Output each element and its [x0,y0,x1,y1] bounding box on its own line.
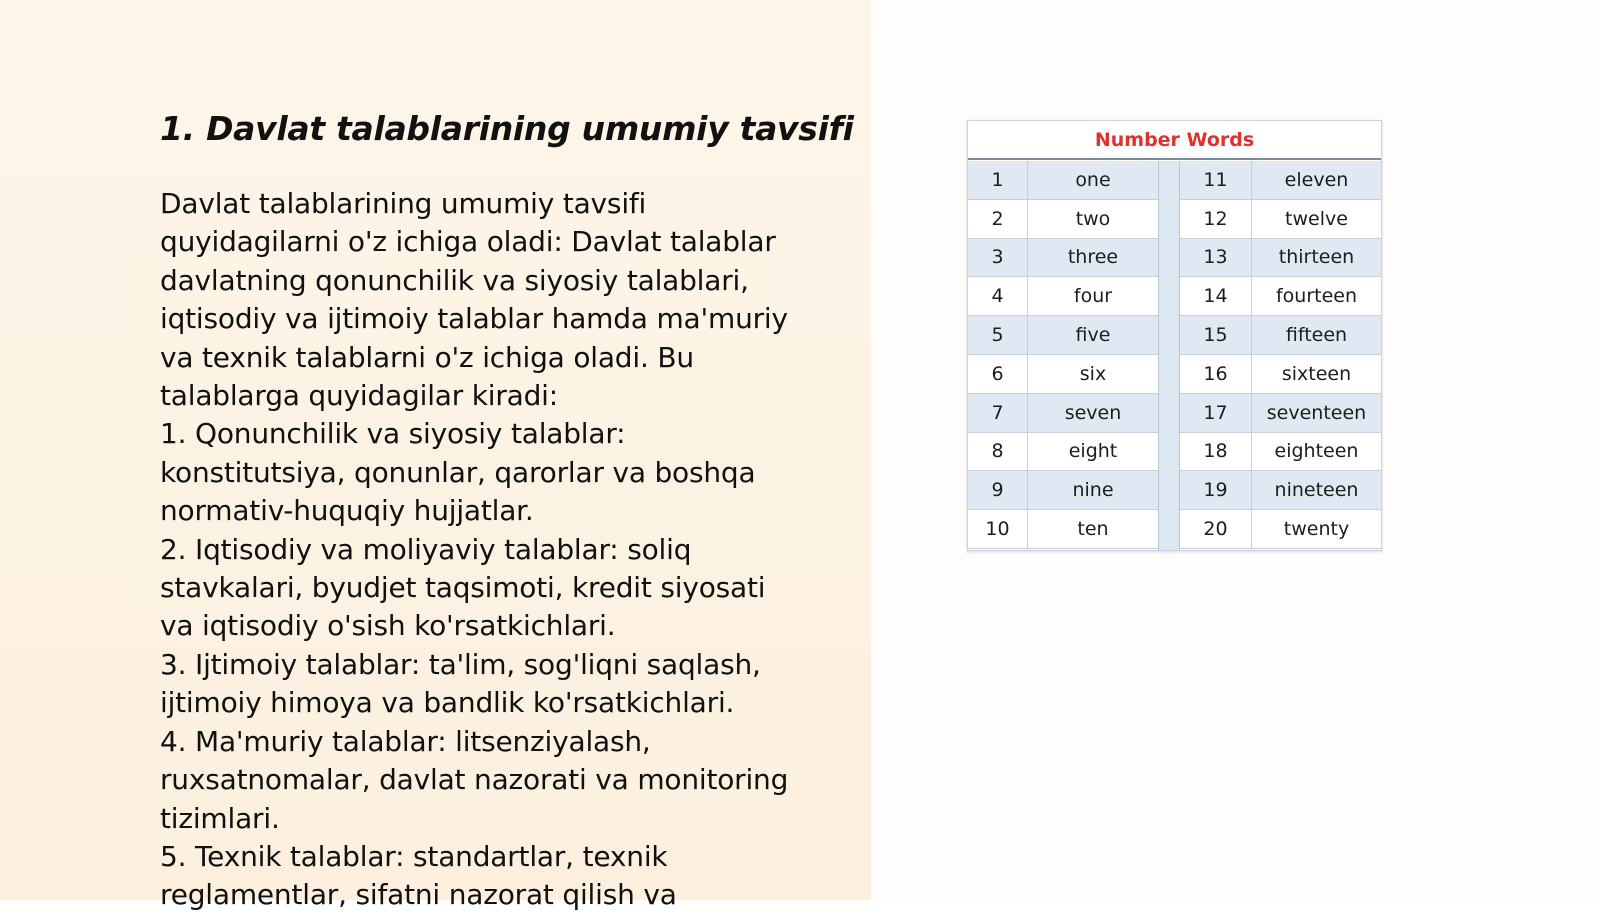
body-line: davlatning qonunchilik va siyosiy talablari, [160,263,749,297]
table-row [968,471,1158,510]
table-cell-number: 13 [1180,239,1252,277]
table-cell-number: 10 [968,510,1028,548]
table-row [1180,394,1381,433]
body-line: 5. Texnik talablar: standartlar, texnik [160,839,668,873]
table-cell-number: 19 [1180,471,1252,509]
slide-body-text [160,185,860,915]
table-cell-word: one [1075,168,1111,191]
table-row [968,355,1158,394]
table-cell-word: three [1067,246,1119,269]
table-cell-word: seven [1064,401,1122,424]
table-cell-number: 1 [968,161,1028,199]
body-line: stavkalari, byudjet taqsimoti, kredit siyosati [160,571,766,605]
body-line: va texnik talablarni o'z ichiga oladi. Bu [160,340,694,374]
table-row [1180,471,1381,510]
table-cell-number: 17 [1180,394,1252,432]
body-line: iqtisodiy va ijtimoiy talablar hamda ma'muriy [160,302,788,336]
table-cell-word: nineteen [1274,479,1359,502]
table-cell-word: thirteen [1278,246,1355,269]
table-cell-word: four [1073,285,1113,308]
table-row [1180,277,1381,316]
table-cell-word: five [1075,324,1111,347]
body-line: 1. Qonunchilik va siyosiy talablar: [160,417,626,451]
table-row [968,433,1158,472]
table-row [968,277,1158,316]
table-cell-word: ten [1077,518,1109,541]
table-cell-number: 3 [968,239,1028,277]
table-cell-number: 14 [1180,277,1252,315]
table-cell-word: eighteen [1274,440,1359,463]
table-row [1180,510,1381,549]
table-row [968,316,1158,355]
table-cell-number: 8 [968,433,1028,471]
body-line: quyidagilarni o'z ichiga oladi: Davlat talablar [160,225,776,259]
table-cell-word: eight [1068,440,1118,463]
body-line: Davlat talablarining umumiy tavsifi [160,187,647,220]
table-row [968,161,1158,200]
table-cell-number: 6 [968,355,1028,393]
table-column-divider [1158,161,1180,550]
table-cell-word: twelve [1285,207,1348,230]
table-row [968,394,1158,433]
table-cell-number: 2 [968,200,1028,238]
body-line: 4. Ma'muriy talablar: litsenziyalash, [160,724,651,758]
table-cell-word: sixteen [1281,362,1352,385]
table-cell-word: eleven [1284,168,1349,191]
table-cell-word: nine [1072,479,1114,502]
body-line: va iqtisodiy o'sish ko'rsatkichlari. [160,609,616,643]
table-cell-number: 16 [1180,355,1252,393]
table-row [968,200,1158,239]
table-row [1180,355,1381,394]
table-cell-number: 9 [968,471,1028,509]
table-cell-number: 20 [1180,510,1252,548]
body-line: ijtimoiy himoya va bandlik ko'rsatkichlari. [160,686,735,720]
table-left-column [968,161,1158,549]
body-line: ruxsatnomalar, davlat nazorati va monitoring [160,763,789,797]
slide-title: 1. Davlat talablarining umumiy tavsifi [160,109,854,148]
table-title: Number Words [968,121,1381,160]
table-row [1180,161,1381,200]
table-cell-number: 11 [1180,161,1252,199]
table-cell-number: 15 [1180,316,1252,354]
table-cell-number: 18 [1180,433,1252,471]
table-cell-number: 4 [968,277,1028,315]
table-row [968,510,1158,549]
number-words-table [967,120,1382,551]
table-cell-word: fourteen [1275,285,1358,308]
table-row [1180,433,1381,472]
table-cell-number: 5 [968,316,1028,354]
table-cell-word: six [1079,362,1107,385]
body-line: 3. Ijtimoiy talablar: ta'lim, sog'liqni saqlash, [160,647,761,681]
table-cell-number: 12 [1180,200,1252,238]
body-line: konstitutsiya, qonunlar, qarorlar va boshqa [160,455,756,489]
table-cell-word: seventeen [1266,401,1367,424]
body-line: normativ-huquqiy hujjatlar. [160,494,534,528]
body-line: 2. Iqtisodiy va moliyaviy talablar: soliq [160,532,692,566]
table-row [1180,239,1381,278]
table-row [1180,200,1381,239]
table-cell-word: two [1075,207,1111,230]
table-cell-number: 7 [968,394,1028,432]
body-line: tizimlari. [160,801,280,835]
table-cell-word: fifteen [1285,324,1348,347]
table-cell-word: twenty [1283,518,1350,541]
table-row [1180,316,1381,355]
body-line: reglamentlar, sifatni nazorat qilish va [160,878,677,912]
body-line: talablarga quyidagilar kiradi: [160,379,558,413]
table-row [968,239,1158,278]
table-right-column [1180,161,1381,549]
